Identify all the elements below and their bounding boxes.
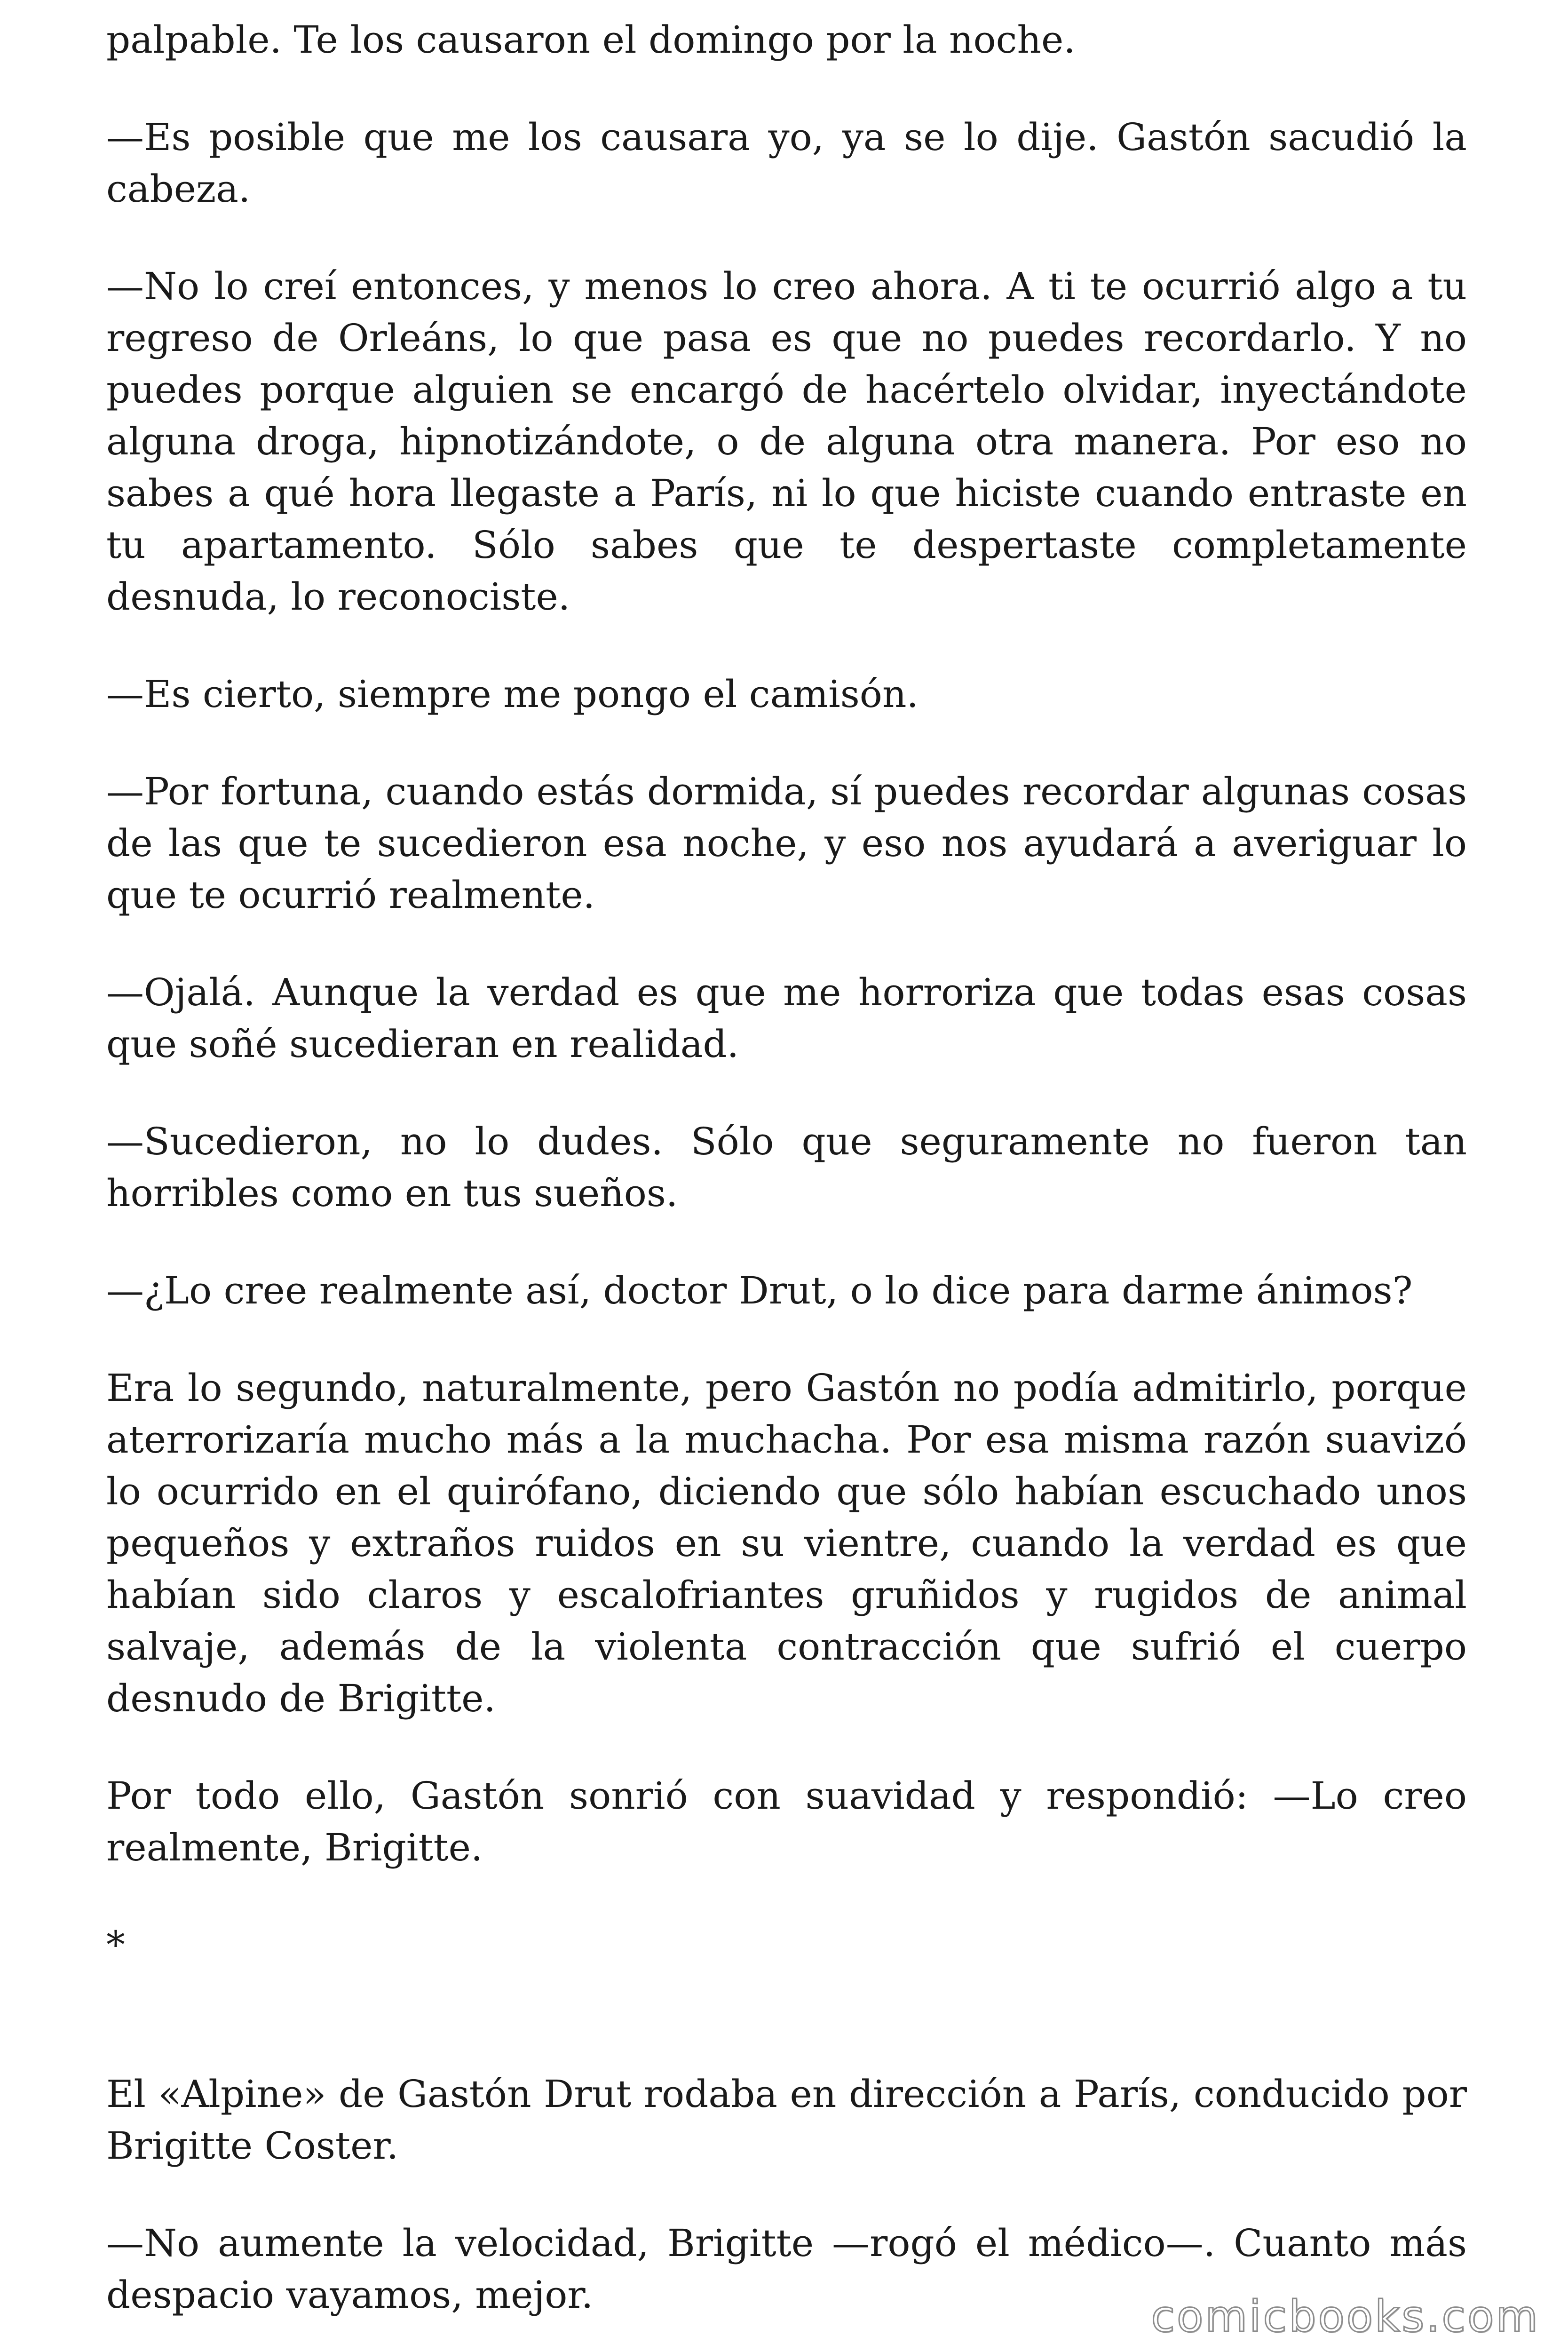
paragraph-2: —Es posible que me los causara yo, ya se lo dije. Gastón sacudió la cabeza. [106, 115, 1467, 211]
paragraph-6: —Ojalá. Aunque la verdad es que me horroriza que todas esas cosas que soñé sucedieran en realidad. [106, 970, 1467, 1066]
paragraph-11: El «Alpine» de Gastón Drut rodaba en dirección a París, conducido por Brigitte Coster. [106, 2072, 1467, 2168]
paragraph-8: —¿Lo cree realmente así, doctor Drut, o lo dice para darme ánimos? [106, 1269, 1413, 1312]
paragraph-4: —Es cierto, siempre me pongo el camisón. [106, 672, 919, 716]
paragraph-12: —No aumente la velocidad, Brigitte —rogó el médico—. Cuanto más despacio vayamos, mejor. [106, 2221, 1467, 2317]
paragraph-5: —Por fortuna, cuando estás dormida, sí puedes recordar algunas cosas de las que te sucedieron esa noche, y eso nos ayudará a averiguar lo que te ocurrió realmente. [106, 770, 1467, 917]
paragraph-3: —No lo creí entonces, y menos lo creo ahora. A ti te ocurrió algo a tu regreso de Orleáns, lo que pasa es que no puedes recordarlo. Y no puedes porque alguien se encargó de hacértelo olvidar, inyectándote alguna droga, hipnotizándote, o de alguna otra manera. Por eso no sabes a qué hora llegaste a París, ni lo que hiciste cuando entraste en tu apartamento. Sólo sabes que te despertaste completamente desnuda, lo reconociste. [106, 264, 1467, 619]
paragraph-7: —Sucedieron, no lo dudes. Sólo que seguramente no fueron tan horribles como en tus sueños. [106, 1120, 1467, 1215]
page-body [106, 14, 1467, 2352]
paragraph-10: Por todo ello, Gastón sonrió con suavidad y respondió: —Lo creo realmente, Brigitte. [106, 1774, 1467, 1869]
paragraph-1: palpable. Te los causaron el domingo por la noche. [106, 18, 1076, 62]
paragraph-9: Era lo segundo, naturalmente, pero Gastón no podía admitirlo, porque aterrorizaría mucho más a la muchacha. Por esa misma razón suavizó lo ocurrido en el quirófano, diciendo que sólo habían escuchado unos pequeños y extraños ruidos en su vientre, cuando la verdad es que habían sido claros y escalofriantes gruñidos y rugidos de animal salvaje, además de la violenta contracción que sufrió el cuerpo desnudo de Brigitte. [106, 1366, 1467, 1720]
watermark-logo: comicbooks.com [1151, 2291, 1540, 2342]
scene-separator: * [106, 1923, 125, 1967]
